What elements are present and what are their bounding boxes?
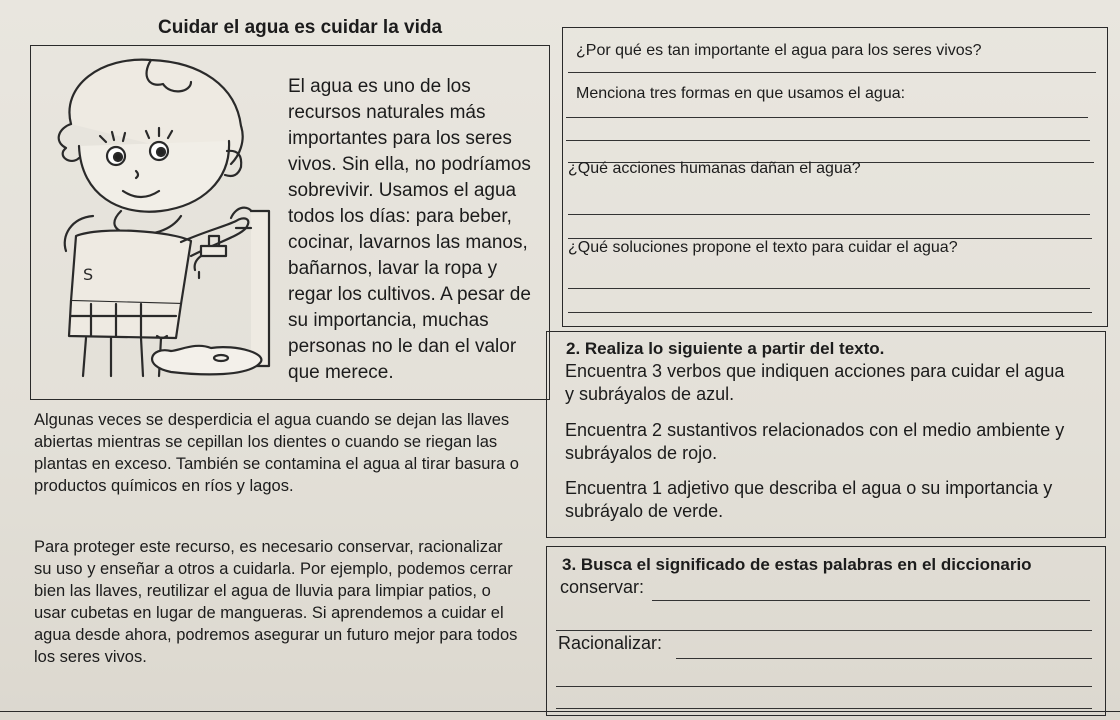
reading-title: Cuidar el agua es cuidar la vida <box>158 17 443 38</box>
instruction-line: subráyalos de rojo. <box>565 443 718 463</box>
paragraph-line: productos químicos en ríos y lagos. <box>34 477 294 495</box>
question-4: ¿Qué soluciones propone el texto para cuidar el agua? <box>568 239 958 256</box>
intro-line: bañarnos, lavar la ropa y <box>288 258 498 279</box>
intro-line: regar los cultivos. A pesar de <box>288 284 531 305</box>
instruction-line: Encuentra 3 verbos que indiquen acciones para cuidar el agua <box>565 361 1065 381</box>
instruction-line: y subráyalos de azul. <box>565 384 735 404</box>
answer-line[interactable] <box>566 117 1088 118</box>
question-3: ¿Qué acciones humanas dañan el agua? <box>568 160 861 177</box>
paragraph-line: plantas en exceso. También se contamina el agua al tirar basura o <box>34 455 519 473</box>
paragraph-line: bien las llaves, reutilizar el agua de lluvia para limpiar patios, o <box>34 582 491 600</box>
instruction-line: Encuentra 1 adjetivo que describa el agua o su importancia y <box>565 478 1053 498</box>
answer-line[interactable] <box>568 72 1096 73</box>
answer-line[interactable] <box>568 312 1092 313</box>
paragraph-line: su uso y enseñar a otros a cuidarla. Por ejemplo, podemos cerrar <box>34 560 513 578</box>
answer-line[interactable] <box>676 658 1092 659</box>
intro-line: cocinar, lavarnos las manos, <box>288 232 528 253</box>
section-2-heading: 2. Realiza lo siguiente a partir del texto. <box>566 339 885 358</box>
intro-line: importantes para los seres <box>288 128 512 149</box>
paragraph-line: Para proteger este recurso, es necesario conservar, racionalizar <box>34 538 503 556</box>
intro-line: recursos naturales más <box>288 102 486 123</box>
question-1: ¿Por qué es tan importante el agua para los seres vivos? <box>576 42 982 59</box>
answer-line[interactable] <box>568 288 1090 289</box>
answer-line[interactable] <box>566 140 1090 141</box>
intro-line: sobrevivir. Usamos el agua <box>288 180 517 201</box>
intro-line: personas no le dan el valor <box>288 336 517 357</box>
answer-line[interactable] <box>556 686 1092 687</box>
instruction-line: subráyalo de verde. <box>565 501 724 521</box>
svg-text:S: S <box>83 265 94 284</box>
paragraph-line: los seres vivos. <box>34 648 147 666</box>
answer-line[interactable] <box>556 630 1092 631</box>
word-conservar: conservar: <box>560 577 645 597</box>
section-3-heading: 3. Busca el significado de estas palabras en el diccionario <box>562 555 1032 574</box>
intro-line: vivos. Sin ella, no podríamos <box>288 154 531 175</box>
paragraph-line: Algunas veces se desperdicia el agua cuando se dejan las llaves <box>34 411 510 429</box>
answer-line[interactable] <box>556 708 1092 709</box>
intro-line: su importancia, muchas <box>288 310 489 331</box>
answer-line[interactable] <box>652 600 1090 601</box>
instruction-line: Encuentra 2 sustantivos relacionados con el medio ambiente y <box>565 420 1065 440</box>
paragraph-line: agua desde ahora, podremos asegurar un futuro mejor para todos <box>34 626 518 644</box>
answer-line[interactable] <box>568 214 1090 215</box>
intro-line: todos los días: para beber, <box>288 206 512 227</box>
intro-line: que merece. <box>288 362 394 383</box>
question-2: Menciona tres formas en que usamos el agua: <box>576 85 906 102</box>
paragraph-line: usar cubetas en lugar de mangueras. Si aprendemos a cuidar el <box>34 604 504 622</box>
child-faucet-illustration <box>31 46 321 401</box>
intro-line: El agua es uno de los <box>288 76 471 97</box>
word-racionalizar: Racionalizar: <box>558 633 663 653</box>
paragraph-line: abiertas mientras se cepillan los dientes o cuando se riegan las <box>34 433 498 451</box>
bottom-border <box>0 711 1120 712</box>
